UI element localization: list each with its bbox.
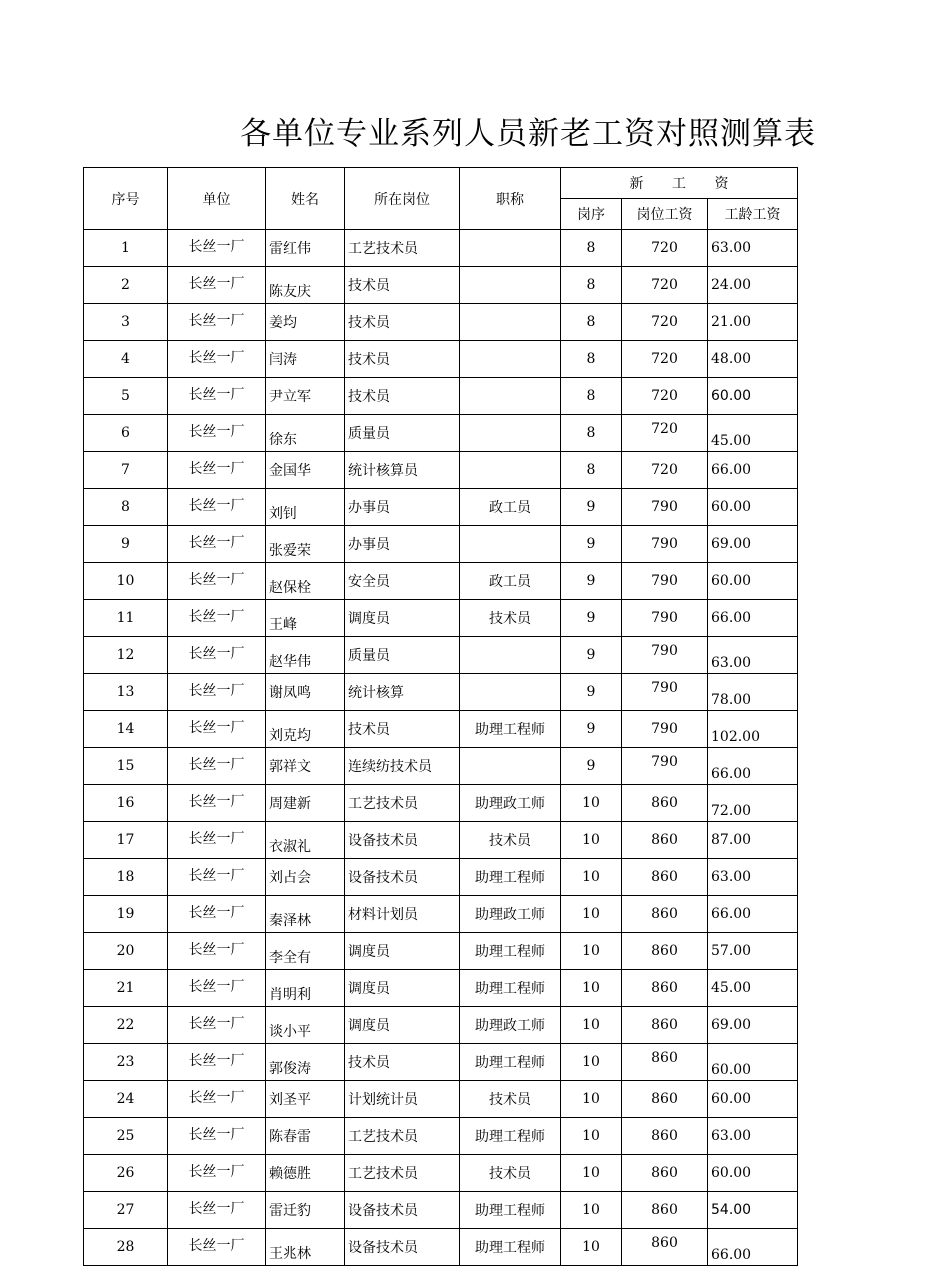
table-row bbox=[84, 785, 798, 822]
cell-post-wage: 790 bbox=[622, 489, 708, 526]
cell-seniority-wage: 66.00 bbox=[708, 452, 798, 489]
cell-post-order: 10 bbox=[561, 896, 622, 933]
cell-post-order: 10 bbox=[561, 859, 622, 896]
cell-seniority-wage: 78.00 bbox=[708, 674, 798, 711]
cell-seq: 12 bbox=[84, 637, 168, 674]
cell-name: 赵保栓 bbox=[266, 563, 345, 600]
cell-seniority-wage: 63.00 bbox=[708, 1118, 798, 1155]
cell-post-wage: 720 bbox=[622, 378, 708, 415]
cell-post-order: 10 bbox=[561, 970, 622, 1007]
cell-unit: 长丝一厂 bbox=[168, 600, 266, 637]
cell-seq: 9 bbox=[84, 526, 168, 563]
cell-post: 调度员 bbox=[345, 933, 460, 970]
table-row bbox=[84, 933, 798, 970]
cell-post-order: 9 bbox=[561, 748, 622, 785]
cell-title bbox=[460, 526, 561, 563]
cell-post-wage: 720 bbox=[622, 304, 708, 341]
cell-post-order: 10 bbox=[561, 1118, 622, 1155]
cell-unit: 长丝一厂 bbox=[168, 563, 266, 600]
header-unit: 单位 bbox=[168, 168, 266, 230]
cell-seniority-wage: 66.00 bbox=[708, 600, 798, 637]
cell-post-wage: 790 bbox=[622, 748, 708, 785]
cell-title: 助理工程师 bbox=[460, 1229, 561, 1266]
cell-post-order: 10 bbox=[561, 822, 622, 859]
cell-seniority-wage: 69.00 bbox=[708, 1007, 798, 1044]
cell-unit: 长丝一厂 bbox=[168, 822, 266, 859]
table-row bbox=[84, 563, 798, 600]
cell-name: 郭俊涛 bbox=[266, 1044, 345, 1081]
cell-title: 政工员 bbox=[460, 563, 561, 600]
table-row bbox=[84, 452, 798, 489]
cell-post-wage: 860 bbox=[622, 1229, 708, 1266]
cell-name: 赖德胜 bbox=[266, 1155, 345, 1192]
cell-seq: 1 bbox=[84, 230, 168, 267]
cell-post-wage: 790 bbox=[622, 600, 708, 637]
table-row bbox=[84, 970, 798, 1007]
cell-post-order: 9 bbox=[561, 711, 622, 748]
cell-title: 助理工程师 bbox=[460, 1044, 561, 1081]
cell-seq: 18 bbox=[84, 859, 168, 896]
table-row bbox=[84, 526, 798, 563]
cell-title: 助理工程师 bbox=[460, 859, 561, 896]
table-row bbox=[84, 859, 798, 896]
cell-name: 肖明利 bbox=[266, 970, 345, 1007]
page-title: 各单位专业系列人员新老工资对照测算表 bbox=[240, 116, 816, 152]
cell-title: 助理工程师 bbox=[460, 711, 561, 748]
cell-seq: 2 bbox=[84, 267, 168, 304]
cell-seniority-wage: 24.00 bbox=[708, 267, 798, 304]
cell-post-wage: 790 bbox=[622, 637, 708, 674]
cell-unit: 长丝一厂 bbox=[168, 674, 266, 711]
cell-title bbox=[460, 637, 561, 674]
cell-title bbox=[460, 267, 561, 304]
cell-post-order: 10 bbox=[561, 785, 622, 822]
cell-unit: 长丝一厂 bbox=[168, 896, 266, 933]
cell-post-wage: 720 bbox=[622, 415, 708, 452]
cell-post: 质量员 bbox=[345, 415, 460, 452]
cell-post: 材料计划员 bbox=[345, 896, 460, 933]
cell-title: 助理工程师 bbox=[460, 970, 561, 1007]
cell-post: 统计核算 bbox=[345, 674, 460, 711]
cell-name: 李全有 bbox=[266, 933, 345, 970]
cell-name: 金国华 bbox=[266, 452, 345, 489]
cell-post: 设备技术员 bbox=[345, 1192, 460, 1229]
cell-post-order: 10 bbox=[561, 1229, 622, 1266]
cell-post-order: 9 bbox=[561, 526, 622, 563]
cell-name: 徐东 bbox=[266, 415, 345, 452]
table-row bbox=[84, 1155, 798, 1192]
cell-seq: 6 bbox=[84, 415, 168, 452]
cell-post-order: 8 bbox=[561, 452, 622, 489]
cell-title bbox=[460, 674, 561, 711]
cell-unit: 长丝一厂 bbox=[168, 378, 266, 415]
cell-unit: 长丝一厂 bbox=[168, 1007, 266, 1044]
cell-post-wage: 720 bbox=[622, 452, 708, 489]
cell-unit: 长丝一厂 bbox=[168, 267, 266, 304]
cell-post-wage: 860 bbox=[622, 1118, 708, 1155]
cell-post-wage: 790 bbox=[622, 674, 708, 711]
table-row bbox=[84, 637, 798, 674]
cell-title: 助理政工师 bbox=[460, 896, 561, 933]
cell-seniority-wage: 102.00 bbox=[708, 711, 798, 748]
cell-post-order: 9 bbox=[561, 489, 622, 526]
header-seq: 序号 bbox=[84, 168, 168, 230]
cell-post-wage: 720 bbox=[622, 267, 708, 304]
cell-seq: 26 bbox=[84, 1155, 168, 1192]
cell-seq: 15 bbox=[84, 748, 168, 785]
cell-post: 技术员 bbox=[345, 304, 460, 341]
header-name: 姓名 bbox=[266, 168, 345, 230]
cell-unit: 长丝一厂 bbox=[168, 452, 266, 489]
table-row bbox=[84, 1007, 798, 1044]
cell-post: 质量员 bbox=[345, 637, 460, 674]
cell-title: 助理工程师 bbox=[460, 1118, 561, 1155]
cell-post-order: 8 bbox=[561, 267, 622, 304]
cell-seniority-wage: 48.00 bbox=[708, 341, 798, 378]
cell-post-wage: 790 bbox=[622, 711, 708, 748]
cell-unit: 长丝一厂 bbox=[168, 526, 266, 563]
cell-unit: 长丝一厂 bbox=[168, 489, 266, 526]
cell-seq: 11 bbox=[84, 600, 168, 637]
cell-seq: 19 bbox=[84, 896, 168, 933]
cell-unit: 长丝一厂 bbox=[168, 1229, 266, 1266]
cell-post: 技术员 bbox=[345, 267, 460, 304]
cell-unit: 长丝一厂 bbox=[168, 970, 266, 1007]
cell-post: 技术员 bbox=[345, 711, 460, 748]
table-row bbox=[84, 748, 798, 785]
cell-post-order: 10 bbox=[561, 1081, 622, 1118]
cell-name: 闫涛 bbox=[266, 341, 345, 378]
cell-seniority-wage: 63.00 bbox=[708, 230, 798, 267]
cell-seniority-wage: 60.00 bbox=[708, 563, 798, 600]
cell-seniority-wage: 66.00 bbox=[708, 896, 798, 933]
cell-post: 设备技术员 bbox=[345, 1229, 460, 1266]
cell-post: 办事员 bbox=[345, 526, 460, 563]
cell-seniority-wage: 63.00 bbox=[708, 637, 798, 674]
cell-post-wage: 720 bbox=[622, 230, 708, 267]
cell-unit: 长丝一厂 bbox=[168, 415, 266, 452]
table-row bbox=[84, 267, 798, 304]
cell-seniority-wage: 63.00 bbox=[708, 859, 798, 896]
header-post-order: 岗序 bbox=[561, 199, 622, 230]
cell-name: 刘钊 bbox=[266, 489, 345, 526]
cell-name: 谢凤鸣 bbox=[266, 674, 345, 711]
cell-seq: 27 bbox=[84, 1192, 168, 1229]
cell-post-order: 8 bbox=[561, 230, 622, 267]
cell-name: 郭祥文 bbox=[266, 748, 345, 785]
cell-seq: 22 bbox=[84, 1007, 168, 1044]
cell-name: 刘占会 bbox=[266, 859, 345, 896]
cell-unit: 长丝一厂 bbox=[168, 933, 266, 970]
cell-post: 工艺技术员 bbox=[345, 230, 460, 267]
cell-unit: 长丝一厂 bbox=[168, 859, 266, 896]
table-row bbox=[84, 822, 798, 859]
cell-unit: 长丝一厂 bbox=[168, 304, 266, 341]
cell-post-wage: 860 bbox=[622, 1192, 708, 1229]
cell-name: 雷迁豹 bbox=[266, 1192, 345, 1229]
cell-title bbox=[460, 304, 561, 341]
cell-post-order: 9 bbox=[561, 674, 622, 711]
cell-seniority-wage: 21.00 bbox=[708, 304, 798, 341]
cell-name: 姜均 bbox=[266, 304, 345, 341]
cell-unit: 长丝一厂 bbox=[168, 1192, 266, 1229]
table-row bbox=[84, 1044, 798, 1081]
cell-post: 调度员 bbox=[345, 970, 460, 1007]
cell-seniority-wage: 72.00 bbox=[708, 785, 798, 822]
cell-title: 助理政工师 bbox=[460, 1007, 561, 1044]
cell-title: 技术员 bbox=[460, 1081, 561, 1118]
cell-seniority-wage: 66.00 bbox=[708, 748, 798, 785]
cell-unit: 长丝一厂 bbox=[168, 785, 266, 822]
cell-name: 雷红伟 bbox=[266, 230, 345, 267]
cell-title: 技术员 bbox=[460, 600, 561, 637]
cell-seq: 13 bbox=[84, 674, 168, 711]
cell-title bbox=[460, 378, 561, 415]
wage-table bbox=[83, 167, 798, 1266]
cell-post-wage: 860 bbox=[622, 1155, 708, 1192]
cell-post: 工艺技术员 bbox=[345, 1118, 460, 1155]
cell-title bbox=[460, 748, 561, 785]
cell-post-order: 9 bbox=[561, 637, 622, 674]
cell-unit: 长丝一厂 bbox=[168, 748, 266, 785]
cell-seq: 20 bbox=[84, 933, 168, 970]
cell-title: 助理政工师 bbox=[460, 785, 561, 822]
cell-seq: 14 bbox=[84, 711, 168, 748]
cell-post: 技术员 bbox=[345, 1044, 460, 1081]
cell-seniority-wage: 45.00 bbox=[708, 415, 798, 452]
cell-post-order: 10 bbox=[561, 1044, 622, 1081]
cell-seniority-wage: 60.00 bbox=[708, 1155, 798, 1192]
cell-name: 张爱荣 bbox=[266, 526, 345, 563]
table-row bbox=[84, 415, 798, 452]
cell-title bbox=[460, 341, 561, 378]
cell-post: 调度员 bbox=[345, 600, 460, 637]
table-row bbox=[84, 1229, 798, 1266]
cell-seniority-wage: 69.00 bbox=[708, 526, 798, 563]
cell-post-wage: 860 bbox=[622, 1081, 708, 1118]
cell-seq: 23 bbox=[84, 1044, 168, 1081]
cell-name: 陈友庆 bbox=[266, 267, 345, 304]
cell-name: 陈春雷 bbox=[266, 1118, 345, 1155]
cell-unit: 长丝一厂 bbox=[168, 230, 266, 267]
cell-post-order: 9 bbox=[561, 563, 622, 600]
cell-seq: 4 bbox=[84, 341, 168, 378]
cell-seq: 3 bbox=[84, 304, 168, 341]
cell-seq: 28 bbox=[84, 1229, 168, 1266]
cell-post: 办事员 bbox=[345, 489, 460, 526]
cell-seq: 8 bbox=[84, 489, 168, 526]
cell-title: 技术员 bbox=[460, 822, 561, 859]
cell-unit: 长丝一厂 bbox=[168, 1118, 266, 1155]
cell-post: 工艺技术员 bbox=[345, 785, 460, 822]
cell-seniority-wage: 87.00 bbox=[708, 822, 798, 859]
cell-post-wage: 860 bbox=[622, 785, 708, 822]
cell-seniority-wage: 60.00 bbox=[708, 1044, 798, 1081]
cell-post-order: 8 bbox=[561, 378, 622, 415]
cell-post-order: 10 bbox=[561, 933, 622, 970]
table-row bbox=[84, 378, 798, 415]
table-row bbox=[84, 230, 798, 267]
cell-title bbox=[460, 415, 561, 452]
cell-seq: 7 bbox=[84, 452, 168, 489]
cell-seniority-wage: 60.00 bbox=[708, 378, 798, 415]
cell-post: 工艺技术员 bbox=[345, 1155, 460, 1192]
table-row bbox=[84, 1081, 798, 1118]
cell-seq: 17 bbox=[84, 822, 168, 859]
table-row bbox=[84, 896, 798, 933]
cell-post-wage: 860 bbox=[622, 1044, 708, 1081]
cell-name: 尹立军 bbox=[266, 378, 345, 415]
cell-title: 政工员 bbox=[460, 489, 561, 526]
table-row bbox=[84, 341, 798, 378]
cell-post-order: 10 bbox=[561, 1155, 622, 1192]
cell-name: 周建新 bbox=[266, 785, 345, 822]
cell-post-order: 8 bbox=[561, 415, 622, 452]
cell-seq: 21 bbox=[84, 970, 168, 1007]
table-row bbox=[84, 489, 798, 526]
cell-post-order: 8 bbox=[561, 304, 622, 341]
cell-seq: 25 bbox=[84, 1118, 168, 1155]
cell-seniority-wage: 60.00 bbox=[708, 1081, 798, 1118]
cell-post: 连续纺技术员 bbox=[345, 748, 460, 785]
header-post: 所在岗位 bbox=[345, 168, 460, 230]
cell-post: 设备技术员 bbox=[345, 822, 460, 859]
header-new-wage: 新 工 资 bbox=[561, 168, 798, 199]
cell-seq: 16 bbox=[84, 785, 168, 822]
table-row bbox=[84, 674, 798, 711]
cell-seq: 5 bbox=[84, 378, 168, 415]
cell-seniority-wage: 57.00 bbox=[708, 933, 798, 970]
cell-name: 刘克均 bbox=[266, 711, 345, 748]
table-row bbox=[84, 1192, 798, 1229]
cell-unit: 长丝一厂 bbox=[168, 341, 266, 378]
cell-post-order: 10 bbox=[561, 1007, 622, 1044]
header-seniority-wage: 工龄工资 bbox=[708, 199, 798, 230]
cell-name: 刘圣平 bbox=[266, 1081, 345, 1118]
cell-seniority-wage: 54.00 bbox=[708, 1192, 798, 1229]
cell-post-wage: 860 bbox=[622, 896, 708, 933]
cell-post-wage: 860 bbox=[622, 822, 708, 859]
header-post-wage: 岗位工资 bbox=[622, 199, 708, 230]
cell-post-wage: 790 bbox=[622, 526, 708, 563]
cell-unit: 长丝一厂 bbox=[168, 711, 266, 748]
cell-title: 助理工程师 bbox=[460, 1192, 561, 1229]
cell-post: 调度员 bbox=[345, 1007, 460, 1044]
cell-title: 助理工程师 bbox=[460, 933, 561, 970]
cell-post-wage: 860 bbox=[622, 933, 708, 970]
cell-seq: 10 bbox=[84, 563, 168, 600]
cell-title: 技术员 bbox=[460, 1155, 561, 1192]
cell-post-wage: 860 bbox=[622, 859, 708, 896]
cell-post: 计划统计员 bbox=[345, 1081, 460, 1118]
cell-post: 设备技术员 bbox=[345, 859, 460, 896]
header-title: 职称 bbox=[460, 168, 561, 230]
cell-post: 统计核算员 bbox=[345, 452, 460, 489]
cell-unit: 长丝一厂 bbox=[168, 1044, 266, 1081]
cell-post-order: 8 bbox=[561, 341, 622, 378]
cell-name: 王兆林 bbox=[266, 1229, 345, 1266]
cell-seniority-wage: 60.00 bbox=[708, 489, 798, 526]
cell-name: 衣淑礼 bbox=[266, 822, 345, 859]
table-row bbox=[84, 600, 798, 637]
table-row bbox=[84, 1118, 798, 1155]
table-row bbox=[84, 711, 798, 748]
cell-seniority-wage: 66.00 bbox=[708, 1229, 798, 1266]
cell-unit: 长丝一厂 bbox=[168, 1081, 266, 1118]
cell-unit: 长丝一厂 bbox=[168, 1155, 266, 1192]
cell-post: 技术员 bbox=[345, 341, 460, 378]
cell-title bbox=[460, 452, 561, 489]
cell-name: 谈小平 bbox=[266, 1007, 345, 1044]
cell-title bbox=[460, 230, 561, 267]
table-row bbox=[84, 304, 798, 341]
cell-seq: 24 bbox=[84, 1081, 168, 1118]
cell-unit: 长丝一厂 bbox=[168, 637, 266, 674]
cell-post-wage: 790 bbox=[622, 563, 708, 600]
cell-post-wage: 860 bbox=[622, 970, 708, 1007]
cell-name: 赵华伟 bbox=[266, 637, 345, 674]
cell-post: 安全员 bbox=[345, 563, 460, 600]
cell-seniority-wage: 45.00 bbox=[708, 970, 798, 1007]
cell-post-order: 9 bbox=[561, 600, 622, 637]
cell-post-wage: 720 bbox=[622, 341, 708, 378]
cell-post: 技术员 bbox=[345, 378, 460, 415]
cell-post-wage: 860 bbox=[622, 1007, 708, 1044]
cell-name: 王峰 bbox=[266, 600, 345, 637]
cell-name: 秦泽林 bbox=[266, 896, 345, 933]
cell-post-order: 10 bbox=[561, 1192, 622, 1229]
